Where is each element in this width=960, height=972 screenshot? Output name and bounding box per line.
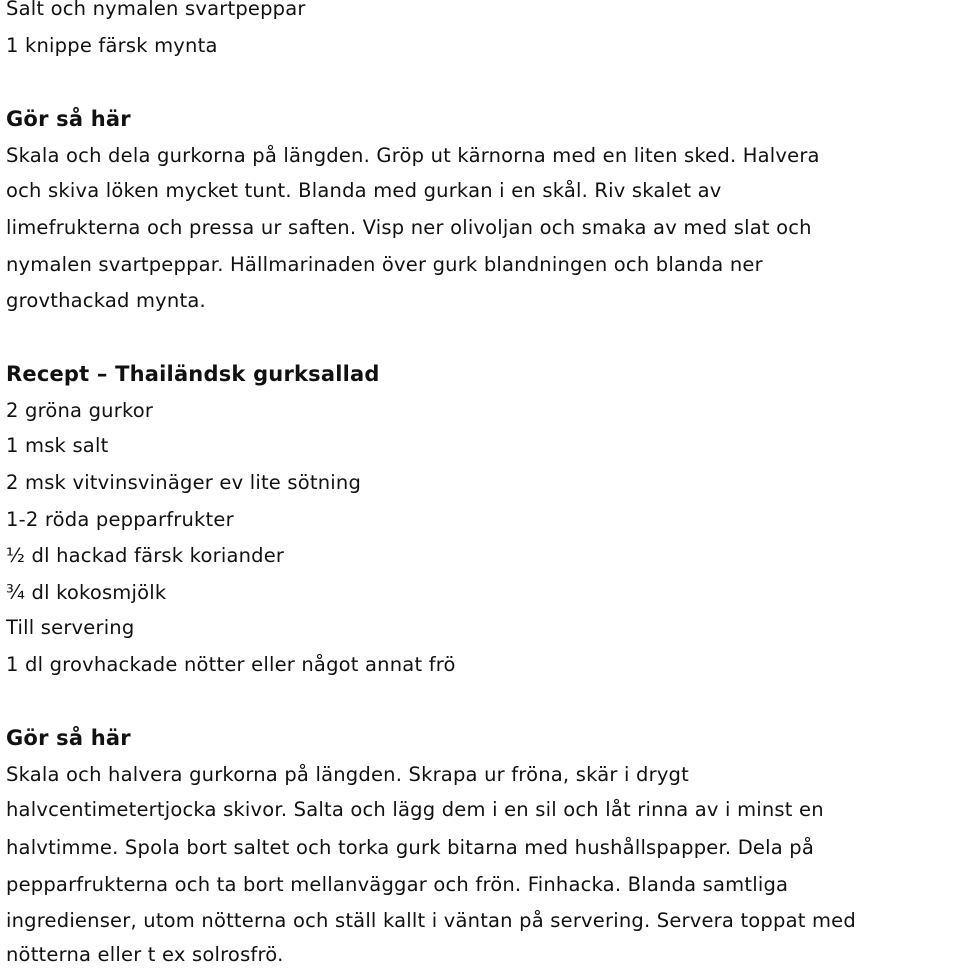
method-line: grovthackad mynta.: [6, 289, 206, 312]
method-line: limefrukterna och pressa ur saften. Visp ner olivoljan och smaka av med slat och: [6, 216, 812, 239]
method-line: nötterna eller t ex solrosfrö.: [6, 943, 284, 966]
ingredient-line: 2 msk vitvinsvinäger ev lite sötning: [6, 471, 362, 494]
ingredient-line: Till servering: [6, 616, 135, 639]
ingredient-line: 1 dl grovhackade nötter eller något annat frö: [6, 653, 456, 676]
method-line: Skala och halvera gurkorna på längden. Skrapa ur fröna, skär i drygt: [6, 763, 689, 786]
method-line: halvcentimetertjocka skivor. Salta och lägg dem i en sil och låt rinna av i minst en: [6, 798, 824, 821]
method-line: halvtimme. Spola bort saltet och torka gurk bitarna med hushållspapper. Dela på: [6, 836, 815, 859]
method-line: och skiva löken mycket tunt. Blanda med gurkan i en skål. Riv skalet av: [6, 179, 722, 202]
method-heading: Gör så här: [6, 726, 131, 750]
method-heading: Gör så här: [6, 107, 131, 131]
ingredient-line: 2 gröna gurkor: [6, 399, 154, 422]
method-line: Skala och dela gurkorna på längden. Gröp ut kärnorna med en liten sked. Halvera: [6, 144, 820, 167]
ingredient-line: 1 msk salt: [6, 434, 109, 457]
recipe-title: Recept – Thailändsk gurksallad: [6, 362, 380, 386]
method-line: pepparfrukterna och ta bort mellanväggar och frön. Finhacka. Blanda samtliga: [6, 873, 789, 896]
ingredient-line: 1 knippe färsk mynta: [6, 34, 218, 57]
ingredient-line: ¾ dl kokosmjölk: [6, 581, 167, 604]
ingredient-line: 1-2 röda pepparfrukter: [6, 508, 234, 531]
method-line: ingredienser, utom nötterna och ställ kallt i väntan på servering. Servera toppat med: [6, 909, 856, 932]
ingredient-line: Salt och nymalen svartpeppar: [6, 0, 306, 20]
ingredient-line: ½ dl hackad färsk koriander: [6, 544, 285, 567]
method-line: nymalen svartpeppar. Hällmarinaden över gurk blandningen och blanda ner: [6, 253, 763, 276]
